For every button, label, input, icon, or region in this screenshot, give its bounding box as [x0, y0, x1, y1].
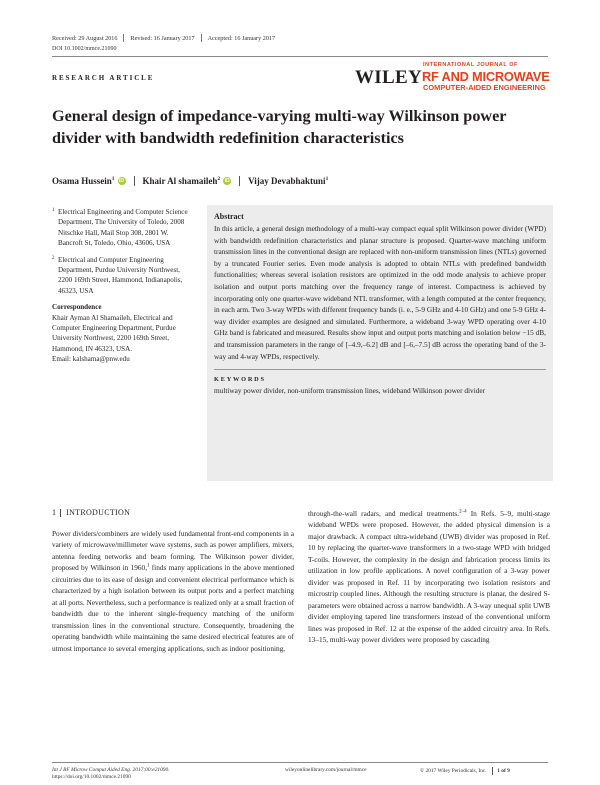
accepted-date: Accepted: 16 January 2017	[207, 34, 276, 42]
keywords-title: KEYWORDS	[214, 376, 266, 384]
author-name[interactable]: Khair Al shamaileh$^2$	[142, 176, 221, 186]
section-title: INTRODUCTION	[66, 508, 131, 517]
journal-logo-intl: INTERNATIONAL JOURNAL OF	[423, 62, 518, 68]
article-type-label: RESEARCH ARTICLE	[52, 74, 155, 82]
keywords-text: multiway power divider, non-uniform transmission lines, wideband Wilkinson power divider	[214, 386, 486, 396]
abstract-box	[207, 205, 553, 481]
section-number: 1	[52, 508, 57, 517]
header-rule	[52, 56, 548, 57]
footer-site-link[interactable]: wileyonlinelibrary.com/journal/mmce	[285, 767, 367, 773]
author-separator	[239, 176, 240, 186]
section-heading	[52, 508, 130, 517]
abstract-text: In this article, a general design methodology of a multi-way compact equal split Wilkinson power divider (WPD) with bandwidth redefinition characteristics and planar structure is proposed. Quarter-wave matching uniform transmission lines in the conventional design are replaced with non-uniform transmission lines (NTLs) governed by a truncated Fourier series. Even mode analysis is adopted to obtain NTLs with predefined bandwidth functionalities; whereas several isolation resistors are optimized in the odd mode analysis to achieve proper isolation and output ports matching over the frequency range of interest. Compactness is achieved by incorporating only one quarter-wave wideband NTL transformer, with a length computed at the center frequency, in each arm. Two 3-way WPDs with different frequency bands (i. e., 5-9 GHz and 4-10 GHz) and one 5-9 GHz 4-way divider examples are designed and simulated. Furthermore, a wideband 3-way WPD operating over 4-10 GHz band is fabricated and measured. Results show input and output ports matching and isolation below −15 dB, and transmission parameters in the range of [–4.9,–6.2] dB and [–6,–7.5] dB across the operating band of the 3-way and 4-way WPDs, respectively.	[214, 224, 547, 361]
intro-left-column: Power dividers/combiners are widely used fundamental front-end components in a variety of microwave/millimeter wave systems, such as power amplifiers, mixers, antenna feeding networks and beam forming. The Wilkinson power divider, proposed by Wilkinson in 1960,$^1$ finds many applications in the above mentioned circuitries due to its ease of design and convenient electrical performance which is characterized by a high isolation between its output ports and a perfect matching at all ports. Nevertheless, such a performance is realized only at a small fraction of bandwidth due to the inherent single-frequency matching of the uniform transmission lines in the conventional structure. Consequently, broadening the operating bandwidth while maintaining the same desired electrical features are of utmost importance to several emerging applications, such as indoor positioning,	[52, 529, 294, 653]
correspondence-block	[52, 302, 192, 364]
revised-date: Revised: 16 January 2017	[130, 34, 195, 42]
journal-logo[interactable]	[355, 60, 550, 98]
received-date: Received: 29 August 2016	[52, 34, 118, 42]
paper-title: General design of impedance-varying multi-way Wilkinson power divider with bandwidth redefinition characteristics	[52, 107, 507, 147]
footer-citation: Int J RF Microw Comput Aided Eng. 2017;00:e21090. https://doi.org/10.1002/mmce.21090	[52, 767, 170, 780]
correspondence-email[interactable]: Email: kalshama@pnw.edu	[52, 355, 130, 364]
date-separator	[123, 34, 124, 42]
date-separator	[201, 34, 202, 42]
journal-logo-line2: COMPUTER-AIDED ENGINEERING	[423, 83, 546, 92]
author-list	[52, 176, 328, 186]
journal-logo-line1: RF AND MICROWAVE	[422, 68, 550, 84]
article-doi[interactable]: DOI 10.1002/mmce.21090	[52, 46, 117, 52]
footer-right	[420, 767, 510, 775]
author-separator	[134, 176, 135, 186]
author-name[interactable]: Vijay Devabhaktuni$^1$	[248, 176, 329, 186]
orcid-icon[interactable]: iD	[224, 178, 230, 184]
affiliations-column	[52, 207, 192, 365]
footer-doi-link[interactable]: https://doi.org/10.1002/mmce.21090	[52, 774, 131, 780]
footer-rule	[52, 762, 548, 763]
correspondence-address: Khair Ayman Al Shamaileh, Electrical and Computer Engineering Department, Purdue University Northwest, 2200 169th Street, Hammond, IN 46323, USA.	[52, 313, 176, 353]
section-separator	[60, 509, 61, 517]
citation-ref[interactable]: 2–4	[459, 509, 467, 515]
affiliation: 1 Electrical Engineering and Computer Science Department, The University of Toledo, 2008 Nitschke Hall, Mail Stop 308, 2801 W. Bancroft St, Toledo, Ohio, 43606, USA	[52, 208, 188, 248]
abstract-title: Abstract	[214, 212, 244, 221]
footer-copyright: © 2017 Wiley Periodicals, Inc.	[420, 767, 487, 774]
keywords-section	[214, 369, 546, 396]
citation-ref[interactable]: 1	[147, 563, 150, 569]
affiliation: 2 Electrical and Computer Engineering Department, Purdue University Northwest, 2200 169th Street, Hammond, Indianapolis, 46323, USA	[52, 255, 183, 295]
page-number: 1 of 9	[497, 767, 510, 774]
manuscript-dates	[52, 34, 275, 42]
orcid-icon[interactable]: iD	[119, 178, 125, 184]
author-name[interactable]: Osama Hussein$^1$	[52, 176, 115, 186]
correspondence-title: Correspondence	[52, 303, 102, 312]
publisher-logo: WILEY	[355, 67, 422, 88]
footer-separator	[492, 767, 493, 775]
intro-right-column: through-the-wall radars, and medical treatments.$^{2-4}$ In Refs. 5–9, multi-stage wideband WPDs were proposed. However, the added physical dimension is a major drawback. A compact ultra-wideband (UWB) divider was proposed in Ref. 10 by replacing the quarter-wave transformers in a two-stage WPD with bridged T-coils. However, the complexity in the design and fabrication process limits its utilization in low profile applications. A novel configuration of a 3-way power divider was proposed in Ref. 11 by incorporating two isolation resistors and microstrip coupled lines. Although the resulting structure is planar, the desired S-parameters were obtained across a narrow bandwidth. A 3-way unequal split UWB divider employing tapered line transformers instead of the conventional uniform lines was proposed in Ref. 12 at the expense of the added circuitry area. In Refs. 13–15, multi-way power dividers were proposed by cascading	[308, 509, 550, 644]
